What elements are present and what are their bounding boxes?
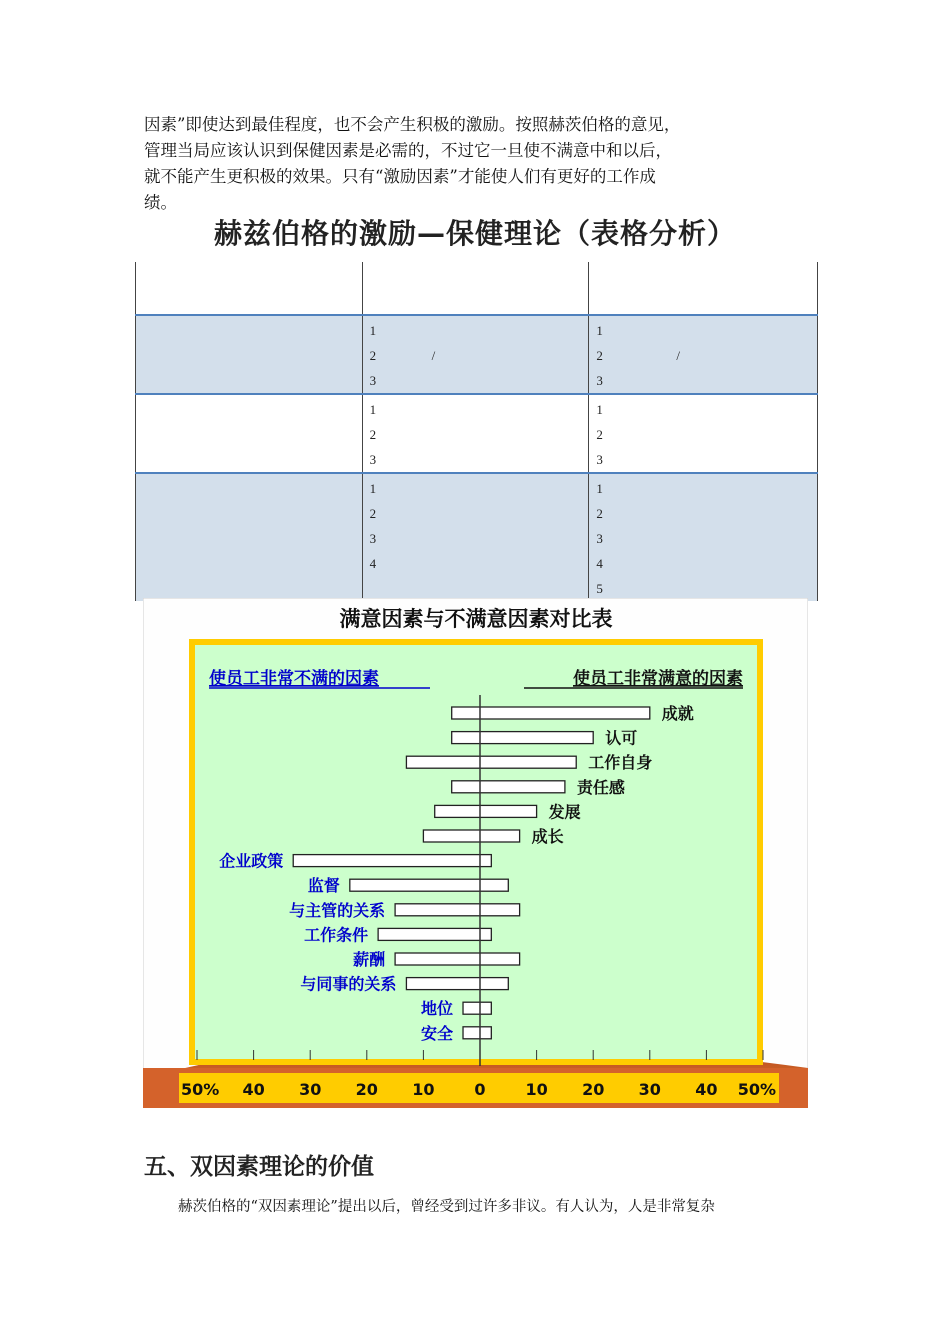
bar-成长 xyxy=(423,830,519,842)
intro-line: 绩。 xyxy=(144,193,177,212)
list-number: 3 xyxy=(596,452,603,467)
bar-工作自身 xyxy=(406,756,576,768)
intro-line: 就不能产生更积极的效果。只有“激励因素”才能使人们有更好的工作成 xyxy=(144,167,656,186)
list-number-row xyxy=(596,343,817,368)
slash-mark: / xyxy=(431,348,436,363)
list-number: 2 xyxy=(369,427,377,442)
list-number: 2 xyxy=(596,427,603,442)
right-header: 使员工非常满意的因素 xyxy=(573,669,743,689)
category-label: 企业政策 xyxy=(219,851,284,871)
category-label: 责任感 xyxy=(576,777,625,797)
tick-label: 40 xyxy=(695,1080,718,1099)
tick-label: 30 xyxy=(299,1080,322,1099)
intro-line: 管理当局应该认识到保健因素是必需的，不过它一旦使不满意中和以后， xyxy=(144,141,672,160)
list-number: 4 xyxy=(369,556,377,571)
list-number: 1 xyxy=(369,323,377,338)
intro-paragraph xyxy=(144,112,809,216)
slash-mark: / xyxy=(676,348,680,363)
table-cell xyxy=(362,262,589,315)
body-paragraph: 赫茨伯格的“双因素理论”提出以后，曾经受到过许多非议。有人认为，人是非常复杂 xyxy=(178,1199,715,1215)
category-label: 工作自身 xyxy=(588,753,653,773)
list-number: 1 xyxy=(596,481,603,496)
list-number: 3 xyxy=(596,373,603,388)
tick-label: 20 xyxy=(355,1080,378,1099)
tick-label: 20 xyxy=(582,1080,605,1099)
chart-title: 满意因素与不满意因素对比表 xyxy=(339,607,613,631)
table-cell xyxy=(362,394,589,473)
table-cell xyxy=(136,394,363,473)
list-number: 1 xyxy=(596,323,603,338)
tick-label: 50% xyxy=(181,1080,220,1099)
bar-与主管的关系 xyxy=(395,904,520,916)
tick-label: 40 xyxy=(242,1080,265,1099)
bar-成就 xyxy=(452,707,650,719)
tick-label: 0 xyxy=(474,1080,486,1099)
bar-发展 xyxy=(435,805,537,817)
bar-与同事的关系 xyxy=(406,978,508,990)
list-number: 1 xyxy=(369,402,377,417)
list-number: 3 xyxy=(369,452,377,467)
category-label: 安全 xyxy=(421,1023,454,1043)
table-row xyxy=(136,394,818,473)
list-number: 3 xyxy=(369,531,377,546)
category-label: 发展 xyxy=(548,802,581,822)
tick-label: 10 xyxy=(525,1080,548,1099)
category-label: 成就 xyxy=(661,704,694,723)
bar-监督 xyxy=(350,879,508,891)
bar-认可 xyxy=(452,732,594,744)
category-label: 与主管的关系 xyxy=(289,900,386,920)
table-cell xyxy=(136,315,363,394)
bar-工作条件 xyxy=(378,928,491,940)
tick-label: 50% xyxy=(737,1080,776,1099)
table-cell xyxy=(589,394,818,473)
bar-地位 xyxy=(463,1002,491,1014)
table-row xyxy=(136,473,818,601)
section-heading: 五、双因素理论的价值 xyxy=(144,1154,374,1180)
intro-line: 因素”即使达到最佳程度，也不会产生积极的激励。按照赫茨伯格的意见， xyxy=(144,115,681,134)
chart-svg xyxy=(143,598,808,1108)
list-number: 1 xyxy=(369,481,377,496)
list-number: 2 xyxy=(596,506,603,521)
table-cell xyxy=(589,315,818,394)
factor-comparison-chart xyxy=(143,598,808,1108)
table-cell xyxy=(362,473,589,601)
list-number: 3 xyxy=(369,373,377,388)
table-header-row xyxy=(136,262,818,315)
factor-analysis-table xyxy=(135,262,818,601)
bar-安全 xyxy=(463,1027,491,1039)
bar-薪酬 xyxy=(395,953,520,965)
category-label: 薪酬 xyxy=(353,950,386,969)
category-label: 与同事的关系 xyxy=(300,974,397,994)
list-number: 2 xyxy=(369,348,377,363)
tick-label: 30 xyxy=(638,1080,661,1099)
category-label: 认可 xyxy=(605,728,638,748)
list-number: 1 xyxy=(596,402,603,417)
list-number: 2 xyxy=(369,506,377,521)
left-header: 使员工非常不满的因素 xyxy=(209,669,379,689)
table-row xyxy=(136,315,818,394)
category-label: 地位 xyxy=(421,999,454,1019)
table-cell xyxy=(362,315,589,394)
tick-label: 10 xyxy=(412,1080,435,1099)
table-cell xyxy=(136,262,363,315)
list-number-row xyxy=(370,343,589,368)
list-number: 5 xyxy=(596,581,603,596)
list-number: 4 xyxy=(596,556,603,571)
list-number: 2 xyxy=(596,348,603,363)
bar-责任感 xyxy=(452,781,565,793)
table-cell xyxy=(589,473,818,601)
category-label: 监督 xyxy=(307,876,340,896)
table-title: 赫兹伯格的激励—保健理论（表格分析） xyxy=(213,217,736,250)
table-cell xyxy=(589,262,818,315)
list-number: 3 xyxy=(596,531,603,546)
category-label: 工作条件 xyxy=(304,925,369,945)
category-label: 成长 xyxy=(531,827,564,846)
table-cell xyxy=(136,473,363,601)
bar-企业政策 xyxy=(293,855,491,867)
